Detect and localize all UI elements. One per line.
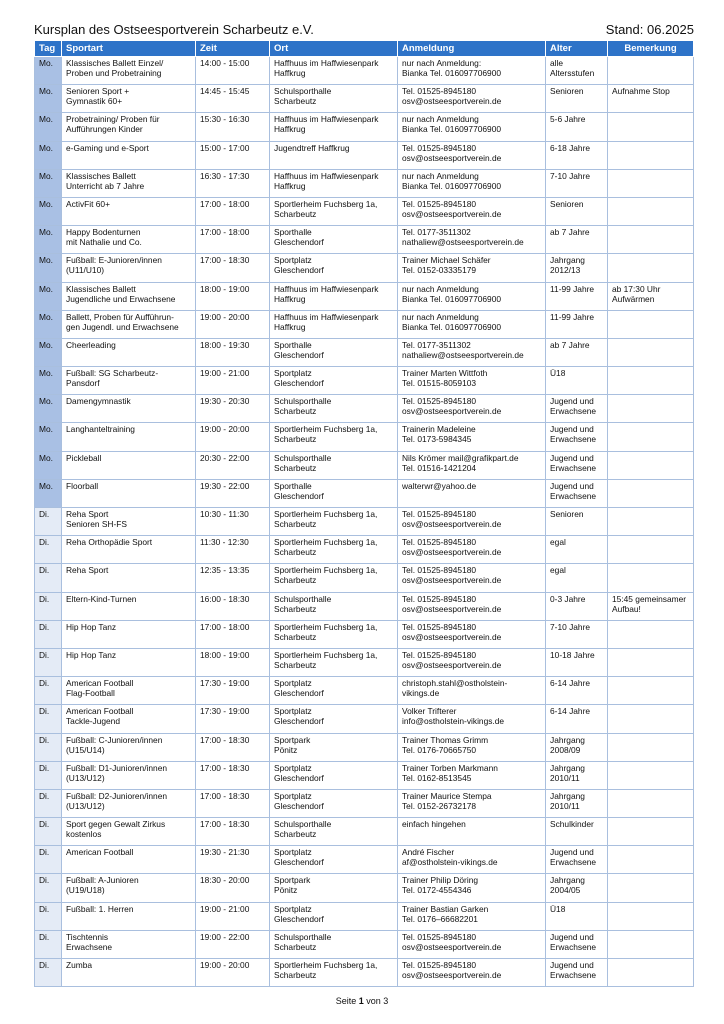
cell-bemerkung bbox=[608, 761, 694, 789]
cell-sportart: Ballett, Proben für Aufführun- gen Jugendl. und Erwachsene bbox=[62, 310, 196, 338]
table-row bbox=[35, 677, 694, 705]
cell-sportart: Reha Sport bbox=[62, 564, 196, 592]
cell-sportart: Reha Orthopädie Sport bbox=[62, 536, 196, 564]
cell-alter: Jahrgang 2010/11 bbox=[546, 789, 608, 817]
table-row bbox=[35, 846, 694, 874]
cell-tag: Mo. bbox=[35, 338, 62, 366]
cell-zeit: 19:30 - 20:30 bbox=[196, 395, 270, 423]
cell-bemerkung bbox=[608, 620, 694, 648]
cell-bemerkung bbox=[608, 648, 694, 676]
cell-zeit: 18:30 - 20:00 bbox=[196, 874, 270, 902]
cell-anmeldung: Trainer Philip Döring Tel. 0172-4554346 bbox=[398, 874, 546, 902]
table-row bbox=[35, 197, 694, 225]
cell-bemerkung bbox=[608, 423, 694, 451]
cell-alter: egal bbox=[546, 536, 608, 564]
table-row bbox=[35, 254, 694, 282]
table-row bbox=[35, 395, 694, 423]
column-header-bemerkung: Bemerkung bbox=[608, 41, 694, 57]
cell-ort: Sportpark Pönitz bbox=[270, 733, 398, 761]
cell-anmeldung: einfach hingehen bbox=[398, 818, 546, 846]
footer-page-number: 1 bbox=[358, 996, 364, 1006]
cell-ort: Sporthalle Gleschendorf bbox=[270, 479, 398, 507]
cell-sportart: American Football Tackle-Jugend bbox=[62, 705, 196, 733]
cell-tag: Di. bbox=[35, 959, 62, 987]
page-title: Kursplan des Ostseesportverein Scharbeutz e.V. bbox=[34, 22, 314, 37]
cell-anmeldung: Tel. 01525-8945180 osv@ostseesportverein.de bbox=[398, 85, 546, 113]
table-row bbox=[35, 789, 694, 817]
table-row bbox=[35, 705, 694, 733]
cell-ort: Haffhuus im Haffwiesenpark Haffkrug bbox=[270, 57, 398, 85]
cell-ort: Schulsporthalle Scharbeutz bbox=[270, 85, 398, 113]
cell-zeit: 20:30 - 22:00 bbox=[196, 451, 270, 479]
table-row bbox=[35, 57, 694, 85]
cell-bemerkung bbox=[608, 254, 694, 282]
cell-ort: Sportlerheim Fuchsberg 1a, Scharbeutz bbox=[270, 648, 398, 676]
cell-tag: Di. bbox=[35, 648, 62, 676]
cell-tag: Di. bbox=[35, 564, 62, 592]
cell-ort: Sportplatz Gleschendorf bbox=[270, 705, 398, 733]
cell-zeit: 17:00 - 18:30 bbox=[196, 761, 270, 789]
cell-tag: Di. bbox=[35, 874, 62, 902]
cell-tag: Di. bbox=[35, 930, 62, 958]
cell-zeit: 11:30 - 12:30 bbox=[196, 536, 270, 564]
cell-alter: Schulkinder bbox=[546, 818, 608, 846]
cell-alter: 7-10 Jahre bbox=[546, 169, 608, 197]
cell-alter: 5-6 Jahre bbox=[546, 113, 608, 141]
cell-tag: Mo. bbox=[35, 254, 62, 282]
cell-bemerkung bbox=[608, 57, 694, 85]
cell-alter: ab 7 Jahre bbox=[546, 226, 608, 254]
cell-bemerkung bbox=[608, 536, 694, 564]
cell-zeit: 17:30 - 19:00 bbox=[196, 705, 270, 733]
table-row bbox=[35, 620, 694, 648]
course-table bbox=[34, 40, 694, 987]
cell-ort: Sportplatz Gleschendorf bbox=[270, 677, 398, 705]
cell-alter: Jahrgang 2004/05 bbox=[546, 874, 608, 902]
cell-sportart: Fußball: C-Junioren/innen (U15/U14) bbox=[62, 733, 196, 761]
cell-ort: Sportpark Pönitz bbox=[270, 874, 398, 902]
cell-zeit: 19:30 - 21:30 bbox=[196, 846, 270, 874]
cell-bemerkung bbox=[608, 705, 694, 733]
cell-ort: Sportplatz Gleschendorf bbox=[270, 789, 398, 817]
column-header-sportart: Sportart bbox=[62, 41, 196, 57]
cell-bemerkung bbox=[608, 169, 694, 197]
cell-sportart: Fußball: D2-Junioren/innen (U13/U12) bbox=[62, 789, 196, 817]
cell-ort: Haffhuus im Haffwiesenpark Haffkrug bbox=[270, 282, 398, 310]
cell-zeit: 17:00 - 18:00 bbox=[196, 620, 270, 648]
cell-zeit: 19:30 - 22:00 bbox=[196, 479, 270, 507]
cell-anmeldung: Volker Trifterer info@ostholstein-vikings.de bbox=[398, 705, 546, 733]
cell-anmeldung: Tel. 01525-8945180 osv@ostseesportverein.de bbox=[398, 141, 546, 169]
cell-bemerkung bbox=[608, 451, 694, 479]
cell-alter: 6-14 Jahre bbox=[546, 705, 608, 733]
table-row bbox=[35, 367, 694, 395]
cell-ort: Haffhuus im Haffwiesenpark Haffkrug bbox=[270, 113, 398, 141]
cell-alter: 7-10 Jahre bbox=[546, 620, 608, 648]
cell-ort: Schulsporthalle Scharbeutz bbox=[270, 451, 398, 479]
cell-zeit: 17:30 - 19:00 bbox=[196, 677, 270, 705]
cell-bemerkung bbox=[608, 226, 694, 254]
cell-ort: Sportlerheim Fuchsberg 1a, Scharbeutz bbox=[270, 197, 398, 225]
cell-zeit: 14:00 - 15:00 bbox=[196, 57, 270, 85]
cell-tag: Mo. bbox=[35, 57, 62, 85]
table-row bbox=[35, 226, 694, 254]
cell-zeit: 17:00 - 18:00 bbox=[196, 226, 270, 254]
cell-anmeldung: nur nach Anmeldung Bianka Tel. 016097706900 bbox=[398, 169, 546, 197]
cell-ort: Sportlerheim Fuchsberg 1a, Scharbeutz bbox=[270, 423, 398, 451]
cell-bemerkung bbox=[608, 564, 694, 592]
cell-bemerkung bbox=[608, 902, 694, 930]
table-row bbox=[35, 85, 694, 113]
table-row bbox=[35, 874, 694, 902]
cell-tag: Mo. bbox=[35, 85, 62, 113]
cell-tag: Mo. bbox=[35, 310, 62, 338]
cell-alter: Senioren bbox=[546, 85, 608, 113]
cell-tag: Di. bbox=[35, 620, 62, 648]
table-row bbox=[35, 564, 694, 592]
cell-zeit: 19:00 - 21:00 bbox=[196, 902, 270, 930]
cell-tag: Di. bbox=[35, 846, 62, 874]
cell-tag: Di. bbox=[35, 508, 62, 536]
cell-ort: Jugendtreff Haffkrug bbox=[270, 141, 398, 169]
table-row bbox=[35, 141, 694, 169]
cell-zeit: 17:00 - 18:30 bbox=[196, 818, 270, 846]
cell-bemerkung bbox=[608, 113, 694, 141]
cell-sportart: Klassisches Ballett Jugendliche und Erwachsene bbox=[62, 282, 196, 310]
cell-tag: Mo. bbox=[35, 226, 62, 254]
cell-ort: Schulsporthalle Scharbeutz bbox=[270, 592, 398, 620]
cell-alter: 11-99 Jahre bbox=[546, 282, 608, 310]
table-row bbox=[35, 761, 694, 789]
cell-tag: Mo. bbox=[35, 141, 62, 169]
cell-sportart: Eltern-Kind-Turnen bbox=[62, 592, 196, 620]
table-row bbox=[35, 733, 694, 761]
cell-anmeldung: Tel. 01525-8945180 osv@ostseesportverein.de bbox=[398, 930, 546, 958]
stand-date: Stand: 06.2025 bbox=[605, 22, 694, 37]
table-row bbox=[35, 423, 694, 451]
cell-anmeldung: Tel. 0177-3511302 nathaliew@ostseesportverein.de bbox=[398, 226, 546, 254]
cell-ort: Schulsporthalle Scharbeutz bbox=[270, 818, 398, 846]
table-row bbox=[35, 959, 694, 987]
cell-sportart: Fußball: 1. Herren bbox=[62, 902, 196, 930]
column-header-zeit: Zeit bbox=[196, 41, 270, 57]
cell-alter: Senioren bbox=[546, 197, 608, 225]
cell-anmeldung: nur nach Anmeldung Bianka Tel. 016097706900 bbox=[398, 282, 546, 310]
cell-alter: Jahrgang 2008/09 bbox=[546, 733, 608, 761]
cell-anmeldung: Nils Krömer mail@grafikpart.de Tel. 01516-1421204 bbox=[398, 451, 546, 479]
cell-ort: Sportplatz Gleschendorf bbox=[270, 254, 398, 282]
column-header-ort: Ort bbox=[270, 41, 398, 57]
cell-zeit: 12:35 - 13:35 bbox=[196, 564, 270, 592]
cell-sportart: Damengymnastik bbox=[62, 395, 196, 423]
cell-bemerkung bbox=[608, 141, 694, 169]
cell-sportart: Senioren Sport + Gymnastik 60+ bbox=[62, 85, 196, 113]
cell-alter: 11-99 Jahre bbox=[546, 310, 608, 338]
cell-ort: Sportlerheim Fuchsberg 1a, Scharbeutz bbox=[270, 536, 398, 564]
cell-sportart: Fußball: A-Junioren (U19/U18) bbox=[62, 874, 196, 902]
cell-sportart: Fußball: D1-Junioren/innen (U13/U12) bbox=[62, 761, 196, 789]
cell-zeit: 19:00 - 20:00 bbox=[196, 423, 270, 451]
cell-alter: Jugend und Erwachsene bbox=[546, 395, 608, 423]
cell-anmeldung: Tel. 01525-8945180 osv@ostseesportverein.de bbox=[398, 536, 546, 564]
cell-anmeldung: Trainer Bastian Garken Tel. 0176–66682201 bbox=[398, 902, 546, 930]
cell-tag: Di. bbox=[35, 592, 62, 620]
cell-sportart: American Football bbox=[62, 846, 196, 874]
column-header-anmeldung: Anmeldung bbox=[398, 41, 546, 57]
cell-zeit: 18:00 - 19:00 bbox=[196, 648, 270, 676]
cell-bemerkung: Aufnahme Stop bbox=[608, 85, 694, 113]
column-header-alter: Alter bbox=[546, 41, 608, 57]
cell-sportart: Happy Bodenturnen mit Nathalie und Co. bbox=[62, 226, 196, 254]
cell-sportart: ActivFit 60+ bbox=[62, 197, 196, 225]
cell-zeit: 19:00 - 20:00 bbox=[196, 959, 270, 987]
cell-alter: 10-18 Jahre bbox=[546, 648, 608, 676]
cell-sportart: Cheerleading bbox=[62, 338, 196, 366]
cell-zeit: 19:00 - 21:00 bbox=[196, 367, 270, 395]
table-row bbox=[35, 592, 694, 620]
cell-anmeldung: Trainer Maurice Stempa Tel. 0152-26732178 bbox=[398, 789, 546, 817]
cell-sportart: Probetraining/ Proben für Aufführungen Kinder bbox=[62, 113, 196, 141]
cell-bemerkung bbox=[608, 508, 694, 536]
cell-anmeldung: Trainer Thomas Grimm Tel. 0176-70665750 bbox=[398, 733, 546, 761]
cell-sportart: Langhanteltraining bbox=[62, 423, 196, 451]
column-header-tag: Tag bbox=[35, 41, 62, 57]
cell-sportart: American Football Flag-Football bbox=[62, 677, 196, 705]
cell-zeit: 17:00 - 18:30 bbox=[196, 254, 270, 282]
cell-anmeldung: nur nach Anmeldung: Bianka Tel. 016097706900 bbox=[398, 57, 546, 85]
cell-ort: Sportplatz Gleschendorf bbox=[270, 902, 398, 930]
table-row bbox=[35, 338, 694, 366]
cell-tag: Mo. bbox=[35, 395, 62, 423]
cell-ort: Sporthalle Gleschendorf bbox=[270, 338, 398, 366]
cell-alter: Jugend und Erwachsene bbox=[546, 423, 608, 451]
table-row bbox=[35, 451, 694, 479]
cell-zeit: 17:00 - 18:30 bbox=[196, 733, 270, 761]
cell-sportart: Zumba bbox=[62, 959, 196, 987]
cell-zeit: 18:00 - 19:00 bbox=[196, 282, 270, 310]
cell-sportart: Tischtennis Erwachsene bbox=[62, 930, 196, 958]
cell-alter: egal bbox=[546, 564, 608, 592]
cell-tag: Mo. bbox=[35, 113, 62, 141]
cell-tag: Di. bbox=[35, 902, 62, 930]
cell-ort: Sportlerheim Fuchsberg 1a, Scharbeutz bbox=[270, 508, 398, 536]
cell-tag: Mo. bbox=[35, 169, 62, 197]
cell-alter: Ü18 bbox=[546, 902, 608, 930]
cell-bemerkung: 15:45 gemeinsamer Aufbau! bbox=[608, 592, 694, 620]
cell-zeit: 19:00 - 20:00 bbox=[196, 310, 270, 338]
cell-anmeldung: Tel. 01525-8945180 osv@ostseesportverein.de bbox=[398, 508, 546, 536]
cell-alter: Jugend und Erwachsene bbox=[546, 959, 608, 987]
cell-ort: Schulsporthalle Scharbeutz bbox=[270, 395, 398, 423]
cell-anmeldung: Tel. 01525-8945180 osv@ostseesportverein.de bbox=[398, 564, 546, 592]
cell-bemerkung bbox=[608, 310, 694, 338]
cell-ort: Sporthalle Gleschendorf bbox=[270, 226, 398, 254]
cell-tag: Mo. bbox=[35, 451, 62, 479]
cell-sportart: e-Gaming und e-Sport bbox=[62, 141, 196, 169]
cell-tag: Mo. bbox=[35, 367, 62, 395]
cell-ort: Sportplatz Gleschendorf bbox=[270, 846, 398, 874]
table-row bbox=[35, 479, 694, 507]
cell-sportart: Hip Hop Tanz bbox=[62, 648, 196, 676]
cell-alter: 6-14 Jahre bbox=[546, 677, 608, 705]
cell-alter: ab 7 Jahre bbox=[546, 338, 608, 366]
cell-zeit: 16:00 - 18:30 bbox=[196, 592, 270, 620]
cell-sportart: Reha Sport Senioren SH-FS bbox=[62, 508, 196, 536]
cell-ort: Sportplatz Gleschendorf bbox=[270, 367, 398, 395]
cell-alter: Jahrgang 2012/13 bbox=[546, 254, 608, 282]
cell-anmeldung: Tel. 01525-8945180 osv@ostseesportverein.de bbox=[398, 592, 546, 620]
cell-sportart: Pickleball bbox=[62, 451, 196, 479]
table-header-row bbox=[35, 41, 694, 57]
cell-sportart: Hip Hop Tanz bbox=[62, 620, 196, 648]
cell-bemerkung bbox=[608, 789, 694, 817]
cell-tag: Di. bbox=[35, 733, 62, 761]
cell-bemerkung bbox=[608, 197, 694, 225]
table-row bbox=[35, 536, 694, 564]
cell-anmeldung: Tel. 0177-3511302 nathaliew@ostseesportverein.de bbox=[398, 338, 546, 366]
cell-zeit: 18:00 - 19:30 bbox=[196, 338, 270, 366]
cell-alter: Ü18 bbox=[546, 367, 608, 395]
cell-tag: Di. bbox=[35, 536, 62, 564]
cell-tag: Di. bbox=[35, 705, 62, 733]
cell-anmeldung: nur nach Anmeldung Bianka Tel. 016097706900 bbox=[398, 310, 546, 338]
table-row bbox=[35, 648, 694, 676]
cell-bemerkung bbox=[608, 874, 694, 902]
cell-anmeldung: André Fischer af@ostholstein-vikings.de bbox=[398, 846, 546, 874]
cell-anmeldung: Trainer Michael Schäfer Tel. 0152-03335179 bbox=[398, 254, 546, 282]
cell-bemerkung bbox=[608, 846, 694, 874]
table-row bbox=[35, 169, 694, 197]
cell-anmeldung: Tel. 01525-8945180 osv@ostseesportverein.de bbox=[398, 197, 546, 225]
cell-alter: Jugend und Erwachsene bbox=[546, 479, 608, 507]
table-row bbox=[35, 282, 694, 310]
cell-zeit: 16:30 - 17:30 bbox=[196, 169, 270, 197]
cell-anmeldung: Tel. 01525-8945180 osv@ostseesportverein.de bbox=[398, 959, 546, 987]
cell-ort: Haffhuus im Haffwiesenpark Haffkrug bbox=[270, 310, 398, 338]
table-row bbox=[35, 818, 694, 846]
cell-alter: alle Altersstufen bbox=[546, 57, 608, 85]
cell-sportart: Floorball bbox=[62, 479, 196, 507]
cell-bemerkung bbox=[608, 338, 694, 366]
cell-sportart: Klassisches Ballett Einzel/ Proben und Probetraining bbox=[62, 57, 196, 85]
cell-bemerkung: ab 17:30 Uhr Aufwärmen bbox=[608, 282, 694, 310]
cell-bemerkung bbox=[608, 930, 694, 958]
cell-anmeldung: walterwr@yahoo.de bbox=[398, 479, 546, 507]
cell-sportart: Sport gegen Gewalt Zirkus kostenlos bbox=[62, 818, 196, 846]
cell-zeit: 10:30 - 11:30 bbox=[196, 508, 270, 536]
cell-ort: Sportlerheim Fuchsberg 1a, Scharbeutz bbox=[270, 620, 398, 648]
footer-prefix: Seite bbox=[335, 996, 359, 1006]
cell-bemerkung bbox=[608, 479, 694, 507]
table-row bbox=[35, 310, 694, 338]
cell-alter: 6-18 Jahre bbox=[546, 141, 608, 169]
cell-alter: Jugend und Erwachsene bbox=[546, 451, 608, 479]
cell-zeit: 17:00 - 18:30 bbox=[196, 789, 270, 817]
cell-zeit: 19:00 - 22:00 bbox=[196, 930, 270, 958]
cell-tag: Di. bbox=[35, 818, 62, 846]
cell-anmeldung: Tel. 01525-8945180 osv@ostseesportverein.de bbox=[398, 648, 546, 676]
cell-tag: Mo. bbox=[35, 423, 62, 451]
footer-suffix: von 3 bbox=[363, 996, 389, 1006]
cell-anmeldung: Trainer Marten Wittfoth Tel. 01515-8059103 bbox=[398, 367, 546, 395]
cell-ort: Sportplatz Gleschendorf bbox=[270, 761, 398, 789]
cell-sportart: Fußball: E-Junioren/innen (U11/U10) bbox=[62, 254, 196, 282]
cell-anmeldung: christoph.stahl@ostholstein- vikings.de bbox=[398, 677, 546, 705]
table-row bbox=[35, 508, 694, 536]
table-row bbox=[35, 113, 694, 141]
cell-bemerkung bbox=[608, 677, 694, 705]
cell-tag: Di. bbox=[35, 761, 62, 789]
cell-bemerkung bbox=[608, 959, 694, 987]
cell-bemerkung bbox=[608, 395, 694, 423]
cell-anmeldung: Tel. 01525-8945180 osv@ostseesportverein.de bbox=[398, 395, 546, 423]
cell-alter: Jugend und Erwachsene bbox=[546, 846, 608, 874]
cell-zeit: 15:30 - 16:30 bbox=[196, 113, 270, 141]
cell-ort: Sportlerheim Fuchsberg 1a, Scharbeutz bbox=[270, 564, 398, 592]
cell-alter: Jahrgang 2010/11 bbox=[546, 761, 608, 789]
cell-anmeldung: Trainer Torben Markmann Tel. 0162-8513545 bbox=[398, 761, 546, 789]
cell-anmeldung: Trainerin Madeleine Tel. 0173-5984345 bbox=[398, 423, 546, 451]
cell-bemerkung bbox=[608, 367, 694, 395]
cell-sportart: Klassisches Ballett Unterricht ab 7 Jahre bbox=[62, 169, 196, 197]
cell-zeit: 14:45 - 15:45 bbox=[196, 85, 270, 113]
cell-tag: Mo. bbox=[35, 197, 62, 225]
cell-bemerkung bbox=[608, 818, 694, 846]
cell-tag: Di. bbox=[35, 789, 62, 817]
cell-anmeldung: Tel. 01525-8945180 osv@ostseesportverein.de bbox=[398, 620, 546, 648]
cell-alter: Jugend und Erwachsene bbox=[546, 930, 608, 958]
cell-alter: 0-3 Jahre bbox=[546, 592, 608, 620]
cell-alter: Senioren bbox=[546, 508, 608, 536]
cell-tag: Mo. bbox=[35, 282, 62, 310]
table-row bbox=[35, 902, 694, 930]
cell-sportart: Fußball: SG Scharbeutz- Pansdorf bbox=[62, 367, 196, 395]
table-row bbox=[35, 930, 694, 958]
cell-tag: Di. bbox=[35, 677, 62, 705]
cell-bemerkung bbox=[608, 733, 694, 761]
page-footer bbox=[0, 996, 724, 1006]
cell-ort: Schulsporthalle Scharbeutz bbox=[270, 930, 398, 958]
cell-zeit: 15:00 - 17:00 bbox=[196, 141, 270, 169]
cell-tag: Mo. bbox=[35, 479, 62, 507]
cell-zeit: 17:00 - 18:00 bbox=[196, 197, 270, 225]
cell-ort: Sportlerheim Fuchsberg 1a, Scharbeutz bbox=[270, 959, 398, 987]
cell-ort: Haffhuus im Haffwiesenpark Haffkrug bbox=[270, 169, 398, 197]
cell-anmeldung: nur nach Anmeldung Bianka Tel. 016097706900 bbox=[398, 113, 546, 141]
table-body bbox=[35, 57, 694, 987]
